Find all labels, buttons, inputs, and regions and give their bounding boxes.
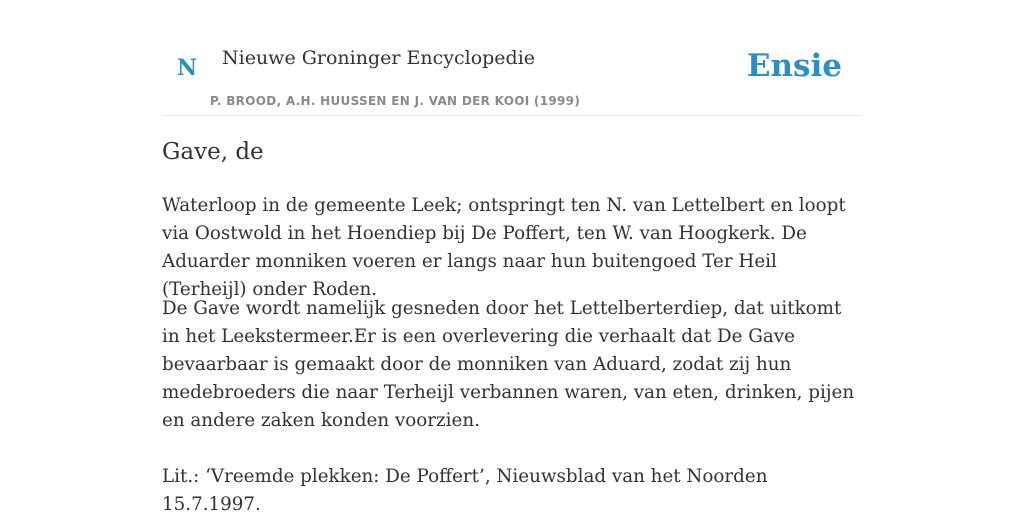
entry-title: Gave, de xyxy=(162,139,264,165)
entry-paragraph: De Gave wordt namelijk gesneden door het Lettelberterdiep, dat uitkomt in het Leekstermeer.Er is een overlevering die verhaalt dat De Gave bevaarbaar is gemaakt door de monniken van Aduard, zodat zij hun medebroeders die naar Terheijl verbannen waren, van eten, drinken, pijen en andere zaken konden voorzien. xyxy=(162,298,855,431)
page xyxy=(162,0,862,515)
source-header xyxy=(162,0,862,116)
entry-literature: Lit.: ‘Vreemde plekken: De Poffert’, Nieuwsblad van het Noorden 15.7.1997. xyxy=(162,466,768,515)
encyclopedia-logo[interactable]: N xyxy=(177,55,198,81)
source-authors: P. BROOD, A.H. HUUSSEN EN J. VAN DER KOOI (1999) xyxy=(210,94,581,108)
ensie-brand-logo[interactable]: Ensie xyxy=(746,48,842,84)
source-book-title[interactable]: Nieuwe Groninger Encyclopedie xyxy=(222,47,536,69)
entry-paragraph: Waterloop in de gemeente Leek; ontspringt ten N. van Lettelbert en loopt via Oostwold in het Hoendiep bij De Poffert, ten W. van Hoogkerk. De Aduarder monniken voeren er langs naar hun buitengoed Ter Heil (Terheijl) onder Roden. xyxy=(162,195,846,300)
